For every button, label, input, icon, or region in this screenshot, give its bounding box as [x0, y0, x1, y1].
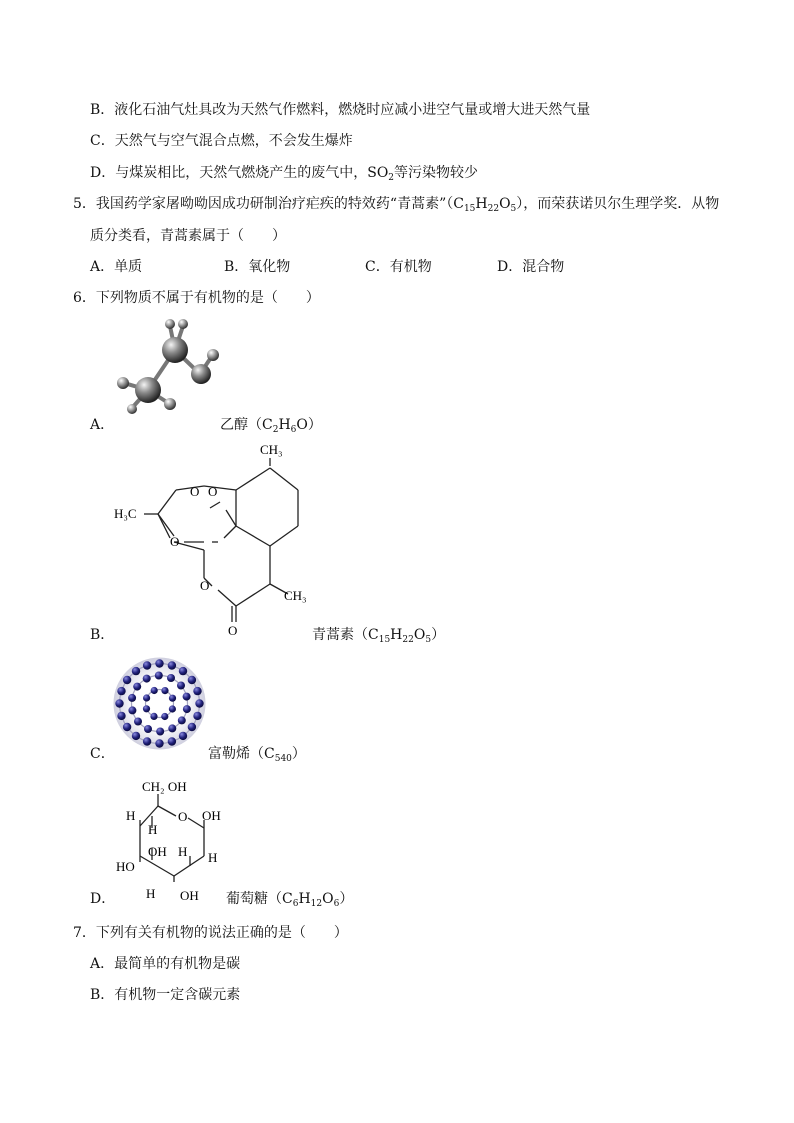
- oh-label: OH: [180, 888, 199, 903]
- carbon-atom: [143, 694, 150, 701]
- fullerene-model-image: [112, 656, 207, 751]
- q5-option-a: A．单质: [90, 259, 143, 275]
- o-label: O: [170, 534, 180, 549]
- carbon-atom: [188, 676, 196, 684]
- ethanol-model-image: [110, 312, 230, 422]
- o-label: O: [200, 578, 210, 593]
- carbon-atom: [162, 337, 188, 363]
- q7-stem: 7．下列有关有机物的说法正确的是（ ）: [73, 925, 348, 941]
- h-label: H: [178, 844, 188, 859]
- q5-stem-line1: 5．我国药学家屠呦呦因成功研制治疗疟疾的特效药“青蒿素$”(C_{15}H_{22}O_5)$，而荣获诺贝尔生理学奖．从物: [73, 196, 720, 214]
- o-label: O: [208, 484, 218, 499]
- oh-label: OH: [148, 844, 167, 859]
- carbon-atom: [123, 676, 131, 684]
- carbon-atom: [115, 699, 123, 707]
- artemisinin-structure-image: [108, 438, 318, 643]
- h-label: H: [126, 808, 136, 823]
- carbon-atom: [155, 672, 163, 680]
- h-label: H: [146, 886, 156, 901]
- carbon-atom: [193, 687, 201, 695]
- carbon-atom: [167, 674, 175, 682]
- q6-option-d-letter: D．: [90, 891, 116, 907]
- hydrogen-atom: [165, 319, 175, 329]
- carbon-atom: [155, 739, 163, 747]
- carbon-atom: [143, 737, 151, 745]
- carbon-atom: [183, 705, 191, 713]
- o-label: O: [228, 623, 238, 638]
- h3c-label: H₃C: [114, 506, 137, 521]
- q4-option-b: B．液化石油气灶具改为天然气作燃料，燃烧时应减小进空气量或增大进天然气量: [90, 102, 591, 118]
- q5-option-d: D．混合物: [497, 259, 565, 275]
- carbon-atom: [132, 667, 140, 675]
- carbon-atom: [177, 682, 185, 690]
- carbon-atom: [168, 724, 176, 732]
- q5-option-c: C．有机物: [365, 259, 432, 275]
- q6-option-b-letter: B．: [90, 627, 115, 643]
- carbon-atom: [128, 706, 136, 714]
- carbon-atom: [128, 694, 136, 702]
- carbon-atom: [155, 659, 163, 667]
- hydrogen-atom: [117, 377, 129, 389]
- q5-option-b: B．氧化物: [224, 259, 291, 275]
- carbon-atom: [150, 713, 157, 720]
- ring-o-label: O: [178, 809, 188, 824]
- ch2oh-label: CH₂ OH: [142, 779, 187, 794]
- carbon-atom: [156, 728, 164, 736]
- carbon-atom: [168, 737, 176, 745]
- carbon-atom: [135, 377, 161, 403]
- carbon-atom: [178, 716, 186, 724]
- oh-label: OH: [202, 808, 221, 823]
- q6-option-a-name: 乙醇$(C_2H_6O)$: [220, 417, 322, 435]
- carbon-atom: [117, 687, 125, 695]
- carbon-atom: [132, 732, 140, 740]
- q6-option-a-letter: A．: [90, 417, 115, 433]
- q6-option-c-name: 富勒烯$(C_{540})$: [208, 746, 306, 764]
- carbon-atom: [188, 723, 196, 731]
- carbon-atom: [151, 687, 158, 694]
- q7-option-a: A．最简单的有机物是碳: [90, 956, 241, 972]
- q6-option-b-name: 青蒿素$(C_{15}H_{22}O_5)$: [312, 627, 446, 645]
- carbon-atom: [123, 723, 131, 731]
- carbon-atom: [117, 712, 125, 720]
- hydrogen-atom: [164, 398, 176, 410]
- carbon-atom: [193, 712, 201, 720]
- carbon-atom: [179, 732, 187, 740]
- carbon-atom: [134, 718, 142, 726]
- hydrogen-atom: [207, 349, 219, 361]
- carbon-atom: [143, 675, 151, 683]
- carbon-atom: [143, 661, 151, 669]
- q6-option-d-name: 葡萄糖$(C_6H_{12}O_6)$: [226, 891, 354, 909]
- carbon-atom: [143, 705, 150, 712]
- carbon-atom: [179, 667, 187, 675]
- carbon-atom: [195, 699, 203, 707]
- hydrogen-atom: [127, 404, 137, 414]
- h-label: H: [148, 822, 158, 837]
- q6-option-c-letter: C．: [90, 746, 115, 762]
- carbon-atom: [161, 687, 168, 694]
- carbon-atom: [133, 683, 141, 691]
- h-label: H: [208, 850, 218, 865]
- carbon-atom: [169, 695, 176, 702]
- ch3-top-label: CH₃: [260, 442, 283, 457]
- o-label: O: [190, 484, 200, 499]
- hydrogen-atom: [178, 319, 188, 329]
- ho-label: HO: [116, 859, 135, 874]
- q4-option-c: C．天然气与空气混合点燃，不会发生爆炸: [90, 133, 353, 149]
- carbon-atom: [144, 725, 152, 733]
- oxygen-atom: [191, 364, 211, 384]
- ch3-right-label: CH₃: [284, 588, 307, 603]
- q5-stem-line2: 质分类看，青蒿素属于（ ）: [90, 228, 286, 244]
- carbon-atom: [168, 661, 176, 669]
- carbon-atom: [161, 713, 168, 720]
- carbon-atom: [183, 693, 191, 701]
- q7-option-b: B．有机物一定含碳元素: [90, 987, 241, 1003]
- carbon-atom: [169, 705, 176, 712]
- glucose-structure-image: [112, 776, 232, 904]
- q6-stem: 6．下列物质不属于有机物的是（ ）: [73, 290, 320, 306]
- q4-option-d: D．与煤炭相比，天然气燃烧产生的废气中，$SO_2$等污染物较少: [90, 165, 479, 183]
